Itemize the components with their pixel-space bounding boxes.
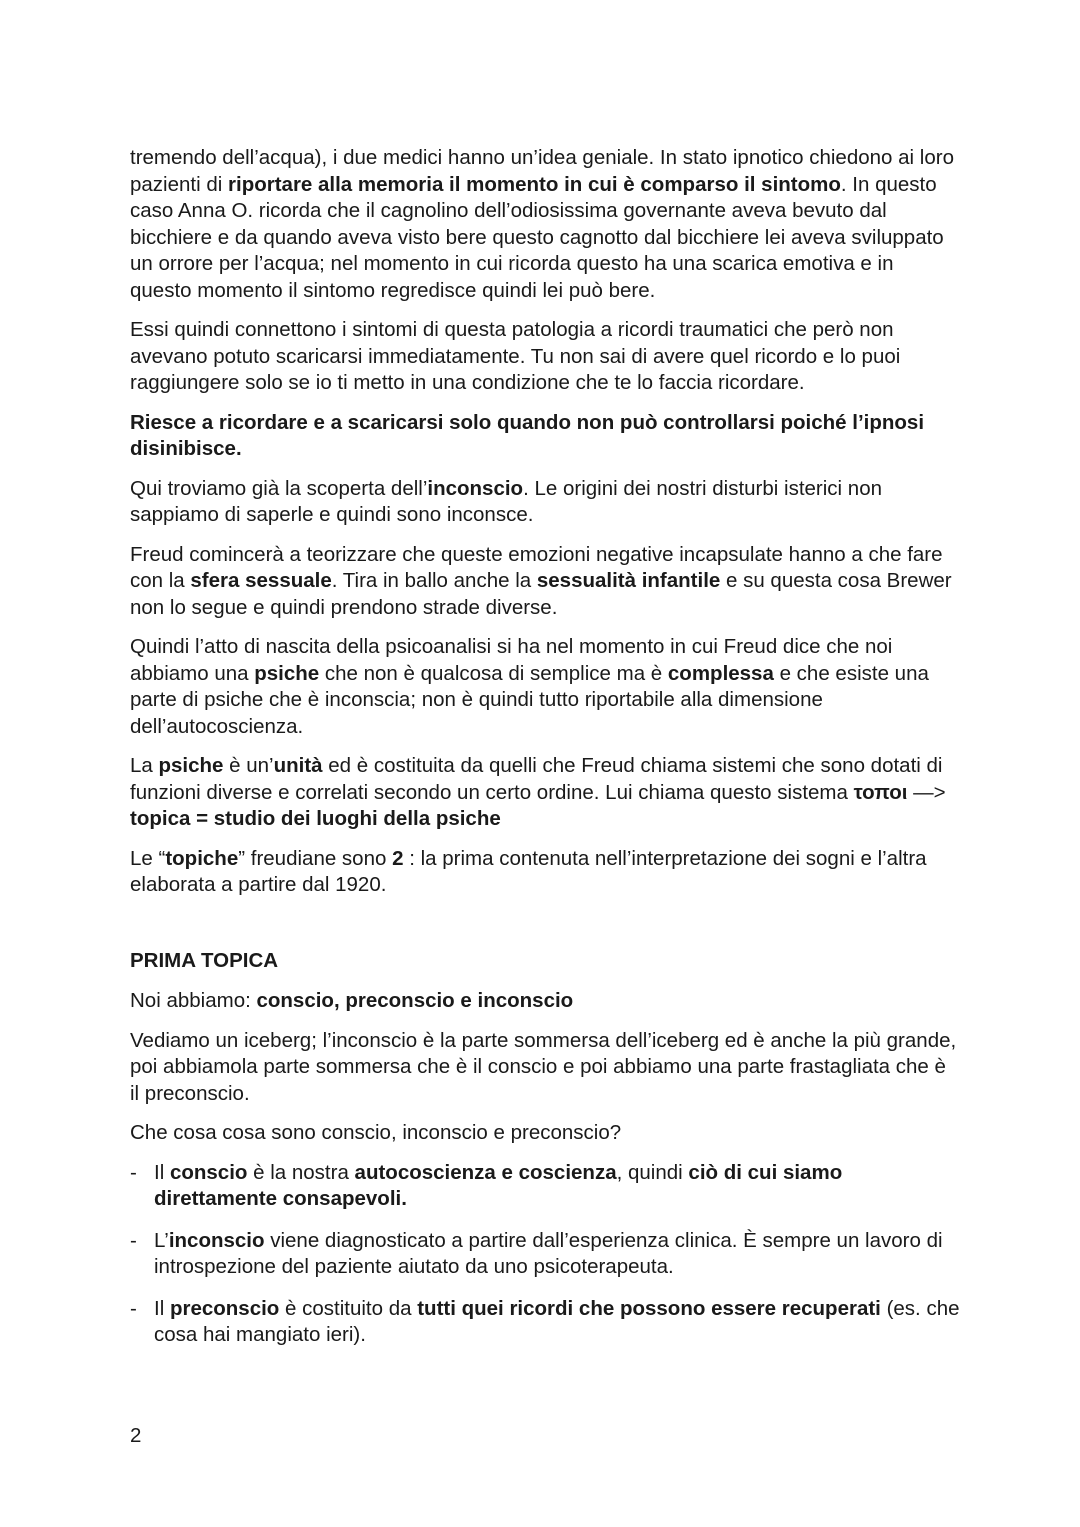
text-run: . In questo caso Anna O. ricorda che il cagnolino dell’odiosissima governante aveva bevuto dal bicchiere e da quando aveva visto bere questo cagnotto dal bicchiere lei aveva sviluppato un orrore per l’acqua; nel momento in cui ricorda questo ha una scarica emotiva e in questo momento il sintomo regredisce quindi lei può bere. xyxy=(130,172,944,302)
bold-text: 2 xyxy=(392,846,404,870)
dash-bullet-icon: - xyxy=(130,1228,137,1252)
text-run: La xyxy=(130,754,159,777)
bold-text: conscio xyxy=(169,1160,248,1184)
text-run: . Le origini dei nostri disturbi isterici non sappiamo di saperle e quindi sono inconsce. xyxy=(130,476,882,526)
bold-text: τοποι xyxy=(853,780,908,804)
paragraph xyxy=(130,988,960,1015)
bold-text: Riesce a ricordare e a scaricarsi solo quando non può controllarsi poiché l’ipnosi disinibisce. xyxy=(130,410,925,460)
list-item xyxy=(130,1228,960,1281)
text-run: —> xyxy=(907,780,946,804)
text-run: che non è qualcosa di semplice ma è xyxy=(319,661,668,685)
bold-text: riportare alla memoria il momento in cui è comparso il sintomo xyxy=(228,172,841,196)
definition-list xyxy=(130,1160,960,1349)
paragraph xyxy=(130,476,960,529)
paragraph xyxy=(130,1120,960,1147)
paragraph xyxy=(130,145,960,304)
text-run: Noi abbiamo: xyxy=(130,989,257,1012)
section-spacer xyxy=(130,912,960,948)
paragraph xyxy=(130,753,960,833)
text-run: tremendo dell’acqua), i due medici hanno un’idea geniale. In stato ipnotico chiedono ai loro pazienti di xyxy=(130,146,954,196)
bold-text: psiche xyxy=(158,754,224,777)
text-run: è la nostra xyxy=(247,1160,355,1184)
bold-text: topica = studio dei luoghi della psiche xyxy=(130,807,501,830)
text-run: ed è costituita da quelli che Freud chiama sistemi che sono dotati di funzioni diverse e correlati secondo un certo ordine. Lui chiama questo sistema xyxy=(130,754,943,804)
bold-text: topiche xyxy=(165,846,239,870)
paragraph xyxy=(130,1028,960,1108)
bold-text: unità xyxy=(273,754,323,777)
text-run: e che esiste una parte di psiche che è inconscia; non è quindi tutto riportabile alla dimensione dell’autocoscienza. xyxy=(130,661,929,738)
bold-text: inconscio xyxy=(427,476,524,500)
text-run: Le “ xyxy=(130,846,166,870)
bold-text: psiche xyxy=(254,661,320,685)
page-content xyxy=(130,145,960,1364)
bold-text: sfera sessuale xyxy=(190,569,332,592)
bold-text: conscio, preconscio e inconscio xyxy=(256,989,574,1012)
dash-bullet-icon: - xyxy=(130,1160,137,1184)
text-run: Qui troviamo già la scoperta dell’ xyxy=(130,476,428,500)
bold-text: preconscio xyxy=(169,1296,280,1320)
paragraph xyxy=(130,634,960,740)
dash-bullet-icon: - xyxy=(130,1296,137,1320)
paragraph xyxy=(130,542,960,622)
text-run: è costituito da xyxy=(279,1296,418,1320)
text-run: è un’ xyxy=(223,754,274,777)
bold-text: autocoscienza e coscienza xyxy=(354,1160,617,1184)
text-run: ” freudiane sono xyxy=(238,846,393,870)
text-run: . Tira in ballo anche la xyxy=(331,569,537,592)
bold-text: tutti quei ricordi che possono essere recuperati xyxy=(417,1296,881,1320)
text-run: L’ xyxy=(154,1228,169,1252)
paragraph xyxy=(130,846,960,899)
text-run: Vediamo un iceberg; l’inconscio è la parte sommersa dell’iceberg ed è anche la più grande, poi abbiamola parte sommersa che è il conscio e poi abbiamo una parte frastagliata che è il preconscio. xyxy=(130,1028,957,1105)
bold-text: sessualità infantile xyxy=(536,569,721,592)
list-item xyxy=(130,1160,960,1213)
bold-text: ciò di cui siamo direttamente consapevoli. xyxy=(154,1160,843,1210)
text-run: : la prima contenuta nell’interpretazione dei sogni e l’altra elaborata a partire dal 1920. xyxy=(130,846,927,896)
bold-text: complessa xyxy=(667,661,774,685)
text-run: e su questa cosa Brewer non lo segue e quindi prendono strade diverse. xyxy=(130,569,952,619)
section-heading: PRIMA TOPICA xyxy=(130,948,279,972)
text-run: Freud comincerà a teorizzare che queste emozioni negative incapsulate hanno a che fare con la xyxy=(130,542,943,592)
text-run: Che cosa cosa sono conscio, inconscio e preconscio? xyxy=(130,1121,622,1144)
intro-paragraphs xyxy=(130,145,960,899)
text-run: Il xyxy=(154,1296,170,1320)
text-run: , quindi xyxy=(616,1160,689,1184)
page-number: 2 xyxy=(130,1424,142,1447)
text-run: viene diagnosticato a partire dall’esperienza clinica. È sempre un lavoro di introspezione del paziente aiutato da uno psicoterapeuta. xyxy=(154,1228,943,1278)
text-run: (es. che cosa hai mangiato ieri). xyxy=(154,1296,960,1346)
bold-text: inconscio xyxy=(168,1228,265,1252)
paragraph xyxy=(130,317,960,397)
paragraph xyxy=(130,410,960,463)
text-run: Quindi l’atto di nascita della psicoanalisi si ha nel momento in cui Freud dice che noi abbiamo una xyxy=(130,635,893,685)
text-run: Essi quindi connettono i sintomi di questa patologia a ricordi traumatici che però non avevano potuto scaricarsi immediatamente. Tu non sai di avere quel ricordo e lo puoi raggiungere solo se io ti metto in una condizione che te lo faccia ricordare. xyxy=(130,318,901,394)
text-run: Il xyxy=(154,1160,170,1184)
list-item xyxy=(130,1296,960,1349)
section-paragraphs xyxy=(130,988,960,1147)
